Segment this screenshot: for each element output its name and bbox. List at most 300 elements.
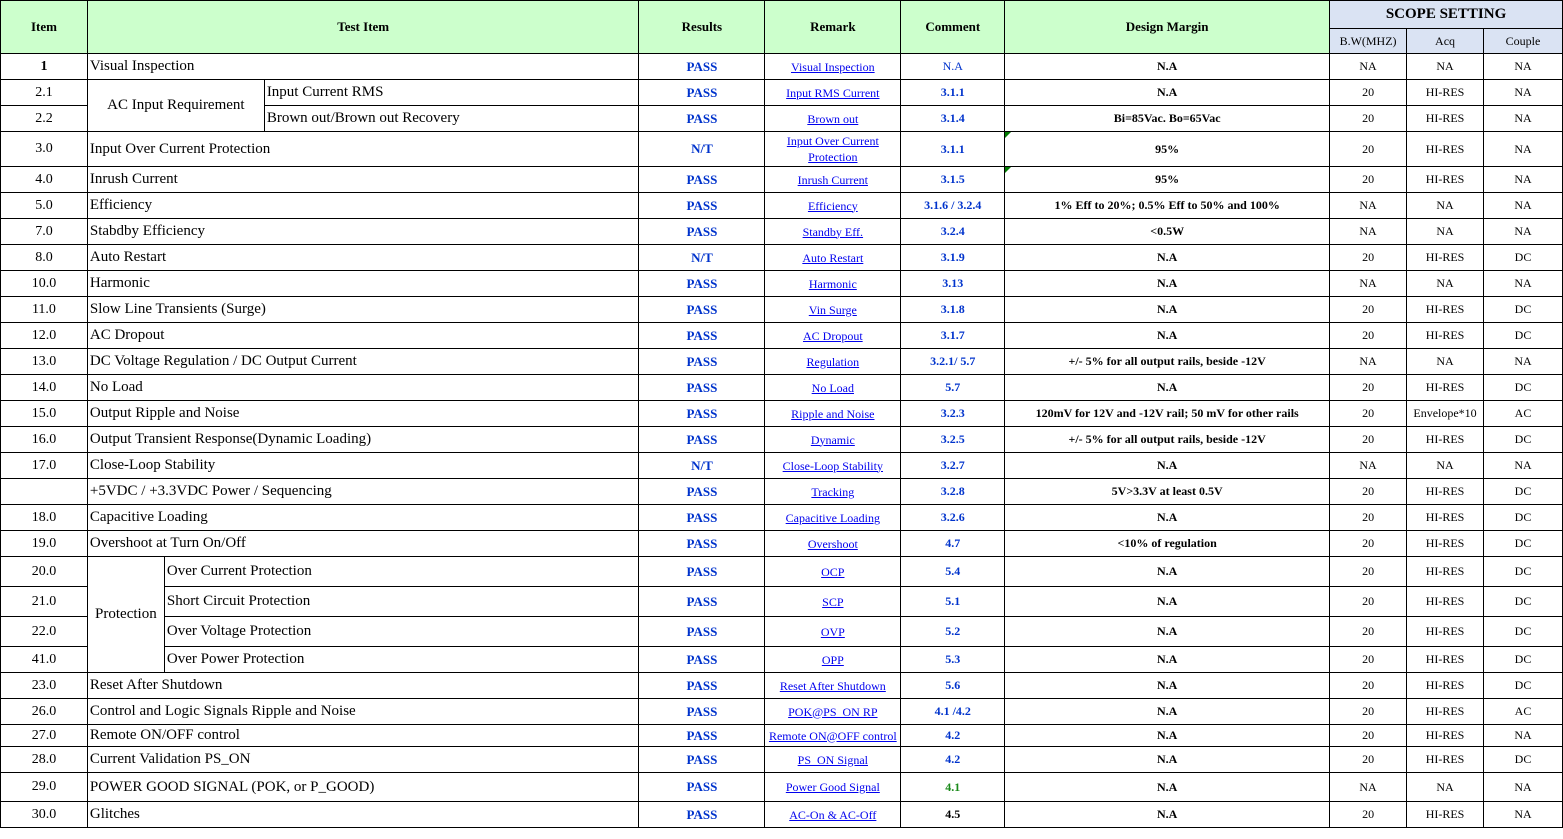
item-cell: 7.0	[1, 219, 88, 245]
acq-cell: HI-RES	[1407, 167, 1484, 193]
couple-cell: DC	[1484, 587, 1563, 617]
remark-link[interactable]: Ripple and Noise	[791, 406, 875, 421]
remark-cell	[765, 802, 901, 828]
test-item-cell: Control and Logic Signals Ripple and Noise	[87, 699, 639, 725]
acq-cell: HI-RES	[1407, 531, 1484, 557]
remark-cell	[765, 479, 901, 505]
test-item-cell: Current Validation PS_ON	[87, 747, 639, 773]
table-row	[1, 673, 1563, 699]
acq-cell: HI-RES	[1407, 617, 1484, 647]
acq-cell: HI-RES	[1407, 245, 1484, 271]
remark-link[interactable]: POK@PS_ON RP	[788, 704, 878, 719]
bw-cell: NA	[1330, 54, 1407, 80]
acq-cell: HI-RES	[1407, 587, 1484, 617]
result-cell: PASS	[639, 167, 765, 193]
remark-link[interactable]: Remote ON@OFF control	[768, 728, 897, 743]
remark-cell	[765, 167, 901, 193]
test-item-cell: Short Circuit Protection	[164, 587, 639, 617]
couple-cell: DC	[1484, 647, 1563, 673]
item-cell: 22.0	[1, 617, 88, 647]
acq-cell: HI-RES	[1407, 802, 1484, 828]
design-margin-cell: 1% Eff to 20%; 0.5% Eff to 50% and 100%	[1005, 193, 1330, 219]
remark-cell	[765, 587, 901, 617]
couple-cell: NA	[1484, 453, 1563, 479]
bw-cell: 20	[1330, 80, 1407, 106]
test-item-cell: Remote ON/OFF control	[87, 725, 639, 747]
result-cell: PASS	[639, 747, 765, 773]
result-cell: PASS	[639, 427, 765, 453]
result-cell: PASS	[639, 375, 765, 401]
remark-link[interactable]: Dynamic	[810, 432, 855, 447]
item-cell: 10.0	[1, 271, 88, 297]
header-acq: Acq	[1407, 29, 1484, 54]
acq-cell: NA	[1407, 349, 1484, 375]
table-row	[1, 802, 1563, 828]
result-cell: PASS	[639, 349, 765, 375]
item-cell: 27.0	[1, 725, 88, 747]
design-margin-cell: N.A	[1005, 773, 1330, 802]
couple-cell: DC	[1484, 673, 1563, 699]
acq-cell: HI-RES	[1407, 747, 1484, 773]
bw-cell: 20	[1330, 401, 1407, 427]
test-item-cell: Overshoot at Turn On/Off	[87, 531, 639, 557]
item-cell: 18.0	[1, 505, 88, 531]
bw-cell: 20	[1330, 375, 1407, 401]
bw-cell: NA	[1330, 349, 1407, 375]
design-margin-cell	[1005, 167, 1330, 193]
test-item-cell: Capacitive Loading	[87, 505, 639, 531]
design-margin-cell: N.A	[1005, 375, 1330, 401]
couple-cell: DC	[1484, 375, 1563, 401]
comment-cell: 3.2.7	[901, 453, 1005, 479]
couple-cell: DC	[1484, 323, 1563, 349]
remark-cell	[765, 647, 901, 673]
remark-link[interactable]: Regulation	[806, 354, 860, 369]
couple-cell: DC	[1484, 747, 1563, 773]
test-item-cell: No Load	[87, 375, 639, 401]
couple-cell: AC	[1484, 699, 1563, 725]
bw-cell: 20	[1330, 725, 1407, 747]
couple-cell: DC	[1484, 505, 1563, 531]
result-cell: PASS	[639, 699, 765, 725]
comment-cell: 4.5	[901, 802, 1005, 828]
comment-cell: N.A	[901, 54, 1005, 80]
comment-cell: 5.4	[901, 557, 1005, 587]
item-cell: 23.0	[1, 673, 88, 699]
design-margin-cell: N.A	[1005, 323, 1330, 349]
design-margin-cell: N.A	[1005, 647, 1330, 673]
table-row	[1, 54, 1563, 80]
test-item-cell: Glitches	[87, 802, 639, 828]
remark-link[interactable]: OPP	[821, 652, 844, 667]
design-margin-cell: <0.5W	[1005, 219, 1330, 245]
bw-cell: 20	[1330, 245, 1407, 271]
item-cell: 29.0	[1, 773, 88, 802]
bw-cell: NA	[1330, 773, 1407, 802]
remark-link[interactable]: Close-Loop Stability	[782, 458, 883, 473]
design-margin-cell: Bi=85Vac. Bo=65Vac	[1005, 106, 1330, 132]
item-cell: 4.0	[1, 167, 88, 193]
comment-cell: 4.7	[901, 531, 1005, 557]
table-row	[1, 349, 1563, 375]
remark-cell	[765, 271, 901, 297]
result-cell: PASS	[639, 802, 765, 828]
comment-cell: 3.2.8	[901, 479, 1005, 505]
design-margin-cell: <10% of regulation	[1005, 531, 1330, 557]
item-cell: 1	[1, 54, 88, 80]
table-row	[1, 375, 1563, 401]
result-cell: PASS	[639, 193, 765, 219]
comment-cell: 4.1	[901, 773, 1005, 802]
design-margin-cell: +/- 5% for all output rails, beside -12V	[1005, 349, 1330, 375]
remark-cell	[765, 349, 901, 375]
remark-cell	[765, 323, 901, 349]
table-row	[1, 699, 1563, 725]
result-cell: PASS	[639, 323, 765, 349]
remark-link[interactable]: OCP	[821, 564, 845, 579]
result-cell: PASS	[639, 479, 765, 505]
acq-cell: HI-RES	[1407, 375, 1484, 401]
item-cell: 5.0	[1, 193, 88, 219]
test-item-cell: AC Dropout	[87, 323, 639, 349]
bw-cell: 20	[1330, 479, 1407, 505]
result-cell: PASS	[639, 557, 765, 587]
bw-cell: 20	[1330, 699, 1407, 725]
table-row	[1, 245, 1563, 271]
remark-cell	[765, 245, 901, 271]
comment-cell: 3.2.1/ 5.7	[901, 349, 1005, 375]
bw-cell: 20	[1330, 647, 1407, 673]
comment-cell: 4.2	[901, 747, 1005, 773]
item-cell: 3.0	[1, 132, 88, 167]
couple-cell: DC	[1484, 245, 1563, 271]
remark-link[interactable]: Auto Restart	[802, 250, 864, 265]
item-cell: 15.0	[1, 401, 88, 427]
test-item-cell: Reset After Shutdown	[87, 673, 639, 699]
test-item-cell: Brown out/Brown out Recovery	[264, 106, 639, 132]
comment-cell: 5.1	[901, 587, 1005, 617]
table-row	[1, 167, 1563, 193]
bw-cell: 20	[1330, 132, 1407, 167]
acq-cell: HI-RES	[1407, 427, 1484, 453]
item-cell	[1, 479, 88, 505]
couple-cell: NA	[1484, 80, 1563, 106]
remark-link[interactable]: Input Over Current Protection	[786, 134, 879, 164]
bw-cell: 20	[1330, 673, 1407, 699]
comment-cell: 5.6	[901, 673, 1005, 699]
acq-cell: HI-RES	[1407, 106, 1484, 132]
item-cell: 14.0	[1, 375, 88, 401]
item-cell: 2.1	[1, 80, 88, 106]
test-item-cell: Output Ripple and Noise	[87, 401, 639, 427]
remark-cell	[765, 106, 901, 132]
design-margin-cell: N.A	[1005, 802, 1330, 828]
test-item-cell: DC Voltage Regulation / DC Output Current	[87, 349, 639, 375]
bw-cell: 20	[1330, 427, 1407, 453]
header-design-margin: Design Margin	[1005, 1, 1330, 54]
acq-cell: NA	[1407, 193, 1484, 219]
comment-cell: 3.2.3	[901, 401, 1005, 427]
bw-cell: 20	[1330, 167, 1407, 193]
result-cell: PASS	[639, 401, 765, 427]
test-item-cell: Close-Loop Stability	[87, 453, 639, 479]
header-comment: Comment	[901, 1, 1005, 54]
couple-cell: NA	[1484, 167, 1563, 193]
comment-cell: 3.2.6	[901, 505, 1005, 531]
result-cell: PASS	[639, 673, 765, 699]
comment-cell: 5.2	[901, 617, 1005, 647]
design-margin-cell: N.A	[1005, 587, 1330, 617]
result-cell: PASS	[639, 219, 765, 245]
bw-cell: NA	[1330, 271, 1407, 297]
remark-link[interactable]: AC Dropout	[802, 328, 863, 343]
design-margin-cell: N.A	[1005, 245, 1330, 271]
test-item-cell: Inrush Current	[87, 167, 639, 193]
bw-cell: 20	[1330, 531, 1407, 557]
item-cell: 8.0	[1, 245, 88, 271]
acq-cell: HI-RES	[1407, 323, 1484, 349]
test-item-cell: POWER GOOD SIGNAL (POK, or P_GOOD)	[87, 773, 639, 802]
comment-cell: 3.2.5	[901, 427, 1005, 453]
test-item-cell: Over Current Protection	[164, 557, 639, 587]
test-item-cell: Auto Restart	[87, 245, 639, 271]
design-margin-cell: N.A	[1005, 673, 1330, 699]
remark-cell	[765, 401, 901, 427]
group-protection: Protection	[87, 557, 164, 673]
item-cell: 26.0	[1, 699, 88, 725]
remark-link[interactable]: OVP	[820, 624, 845, 639]
test-item-cell: Efficiency	[87, 193, 639, 219]
remark-link[interactable]: Efficiency	[807, 198, 858, 213]
design-margin-cell	[1005, 132, 1330, 167]
test-item-cell: Input Over Current Protection	[87, 132, 639, 167]
design-margin-cell: N.A	[1005, 453, 1330, 479]
design-margin-cell: N.A	[1005, 699, 1330, 725]
bw-cell: NA	[1330, 219, 1407, 245]
item-cell: 30.0	[1, 802, 88, 828]
acq-cell: NA	[1407, 219, 1484, 245]
table-row	[1, 401, 1563, 427]
couple-cell: NA	[1484, 219, 1563, 245]
header-remark: Remark	[765, 1, 901, 54]
remark-link[interactable]: Reset After Shutdown	[779, 678, 886, 693]
remark-link[interactable]: Capacitive Loading	[785, 510, 880, 525]
table-header	[1, 1, 1563, 54]
design-margin-cell: N.A	[1005, 725, 1330, 747]
header-test-item: Test Item	[87, 1, 639, 54]
item-cell: 20.0	[1, 557, 88, 587]
comment-cell: 3.2.4	[901, 219, 1005, 245]
remark-cell	[765, 375, 901, 401]
design-margin-cell: N.A	[1005, 557, 1330, 587]
couple-cell: NA	[1484, 106, 1563, 132]
comment-cell: 3.1.9	[901, 245, 1005, 271]
result-cell: PASS	[639, 617, 765, 647]
remark-cell	[765, 725, 901, 747]
remark-link[interactable]: Power Good Signal	[785, 780, 880, 794]
item-cell: 28.0	[1, 747, 88, 773]
remark-cell	[765, 773, 901, 802]
table-body	[1, 54, 1563, 828]
comment-cell: 3.1.4	[901, 106, 1005, 132]
remark-link[interactable]: Inrush Current	[797, 172, 868, 187]
couple-cell: NA	[1484, 132, 1563, 167]
remark-cell	[765, 427, 901, 453]
result-cell: N/T	[639, 132, 765, 167]
design-margin-cell: 5V>3.3V at least 0.5V	[1005, 479, 1330, 505]
table-row	[1, 505, 1563, 531]
table-row	[1, 219, 1563, 245]
couple-cell: NA	[1484, 349, 1563, 375]
table-row	[1, 773, 1563, 802]
remark-link[interactable]: Overshoot	[807, 536, 858, 551]
acq-cell: HI-RES	[1407, 479, 1484, 505]
test-item-cell: Harmonic	[87, 271, 639, 297]
remark-link[interactable]: Visual Inspection	[791, 59, 875, 74]
design-margin-cell: N.A	[1005, 297, 1330, 323]
remark-link[interactable]: Standby Eff.	[802, 224, 864, 239]
couple-cell: NA	[1484, 54, 1563, 80]
acq-cell: NA	[1407, 773, 1484, 802]
remark-link[interactable]: PS_ON Signal	[797, 752, 868, 767]
test-item-cell: +5VDC / +3.3VDC Power / Sequencing	[87, 479, 639, 505]
acq-cell: Envelope*10	[1407, 401, 1484, 427]
remark-link[interactable]: Tracking	[811, 484, 855, 499]
comment-cell: 3.1.7	[901, 323, 1005, 349]
item-cell: 12.0	[1, 323, 88, 349]
design-margin-cell: N.A	[1005, 505, 1330, 531]
table-row	[1, 725, 1563, 747]
table-row	[1, 193, 1563, 219]
item-cell: 41.0	[1, 647, 88, 673]
design-margin-cell: N.A	[1005, 617, 1330, 647]
acq-cell: NA	[1407, 453, 1484, 479]
table-row	[1, 132, 1563, 167]
bw-cell: 20	[1330, 505, 1407, 531]
bw-cell: 20	[1330, 557, 1407, 587]
item-cell: 11.0	[1, 297, 88, 323]
remark-cell	[765, 747, 901, 773]
comment-cell: 3.1.6 / 3.2.4	[901, 193, 1005, 219]
result-cell: N/T	[639, 245, 765, 271]
header-scope-setting: SCOPE SETTING	[1330, 1, 1563, 29]
remark-link[interactable]: SCP	[822, 594, 844, 609]
test-item-cell: Stabdby Efficiency	[87, 219, 639, 245]
couple-cell: DC	[1484, 479, 1563, 505]
remark-cell	[765, 453, 901, 479]
table-row	[1, 557, 1563, 587]
item-cell: 21.0	[1, 587, 88, 617]
table-row	[1, 587, 1563, 617]
test-item-cell: Slow Line Transients (Surge)	[87, 297, 639, 323]
result-cell: PASS	[639, 725, 765, 747]
couple-cell: DC	[1484, 531, 1563, 557]
header-item: Item	[1, 1, 88, 54]
table-row	[1, 617, 1563, 647]
table-row	[1, 647, 1563, 673]
header-bw: B.W(MHZ)	[1330, 29, 1407, 54]
remark-cell	[765, 505, 901, 531]
result-cell: PASS	[639, 505, 765, 531]
couple-cell: DC	[1484, 427, 1563, 453]
test-item-cell: Input Current RMS	[264, 80, 639, 106]
test-item-cell: Visual Inspection	[87, 54, 639, 80]
couple-cell: DC	[1484, 297, 1563, 323]
test-item-cell: Over Power Protection	[164, 647, 639, 673]
table-row	[1, 479, 1563, 505]
couple-cell: NA	[1484, 802, 1563, 828]
comment-cell: 3.13	[901, 271, 1005, 297]
remark-cell	[765, 132, 901, 167]
item-cell: 19.0	[1, 531, 88, 557]
comment-marker-icon	[1005, 167, 1011, 173]
remark-link[interactable]: No Load	[811, 380, 854, 395]
acq-cell: HI-RES	[1407, 699, 1484, 725]
bw-cell: 20	[1330, 617, 1407, 647]
bw-cell: 20	[1330, 587, 1407, 617]
comment-cell: 3.1.1	[901, 80, 1005, 106]
remark-link[interactable]: AC-On & AC-Off	[789, 807, 877, 822]
acq-cell: HI-RES	[1407, 297, 1484, 323]
remark-cell	[765, 297, 901, 323]
couple-cell: AC	[1484, 401, 1563, 427]
remark-link[interactable]: Harmonic	[808, 276, 857, 291]
table-row	[1, 747, 1563, 773]
design-margin-cell: N.A	[1005, 271, 1330, 297]
result-cell: PASS	[639, 531, 765, 557]
remark-cell	[765, 80, 901, 106]
remark-cell	[765, 673, 901, 699]
comment-cell: 3.1.5	[901, 167, 1005, 193]
acq-cell: HI-RES	[1407, 725, 1484, 747]
item-cell: 2.2	[1, 106, 88, 132]
bw-cell: NA	[1330, 453, 1407, 479]
design-margin-text: 95%	[1155, 172, 1180, 186]
result-cell: N/T	[639, 453, 765, 479]
result-cell: PASS	[639, 647, 765, 673]
table-row	[1, 427, 1563, 453]
result-cell: PASS	[639, 773, 765, 802]
table-row	[1, 453, 1563, 479]
bw-cell: 20	[1330, 297, 1407, 323]
comment-cell: 3.1.8	[901, 297, 1005, 323]
item-cell: 17.0	[1, 453, 88, 479]
comment-cell: 4.1 /4.2	[901, 699, 1005, 725]
acq-cell: NA	[1407, 271, 1484, 297]
comment-cell: 3.1.1	[901, 132, 1005, 167]
item-cell: 16.0	[1, 427, 88, 453]
couple-cell: DC	[1484, 617, 1563, 647]
acq-cell: HI-RES	[1407, 673, 1484, 699]
remark-cell	[765, 699, 901, 725]
couple-cell: NA	[1484, 725, 1563, 747]
test-item-cell: Over Voltage Protection	[164, 617, 639, 647]
remark-cell	[765, 54, 901, 80]
remark-cell	[765, 557, 901, 587]
couple-cell: DC	[1484, 557, 1563, 587]
result-cell: PASS	[639, 271, 765, 297]
design-margin-text: 95%	[1155, 141, 1180, 156]
remark-link[interactable]: Brown out	[807, 111, 859, 126]
remark-link[interactable]: Input RMS Current	[786, 85, 880, 100]
bw-cell: 20	[1330, 323, 1407, 349]
couple-cell: NA	[1484, 271, 1563, 297]
item-cell: 13.0	[1, 349, 88, 375]
design-margin-cell: N.A	[1005, 80, 1330, 106]
remark-link[interactable]: Vin Surge	[808, 302, 857, 317]
comment-cell: 4.2	[901, 725, 1005, 747]
comment-cell: 5.7	[901, 375, 1005, 401]
